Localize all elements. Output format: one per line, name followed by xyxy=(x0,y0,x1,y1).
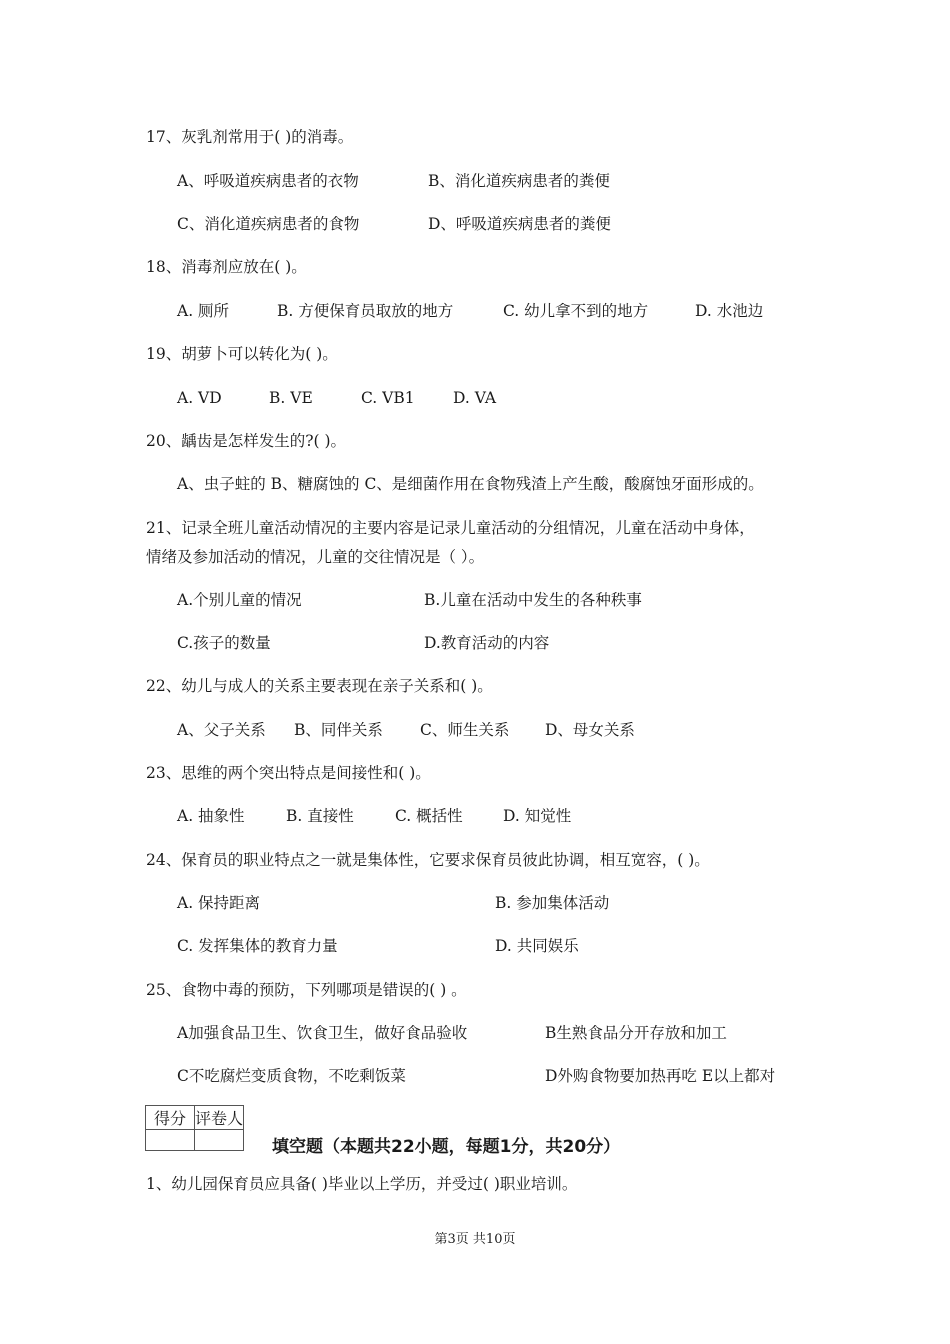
question-17-option-a: A、呼吸道疾病患者的衣物 xyxy=(177,172,359,190)
question-19-option-c: C. VB1 xyxy=(361,389,415,407)
question-23-stem: 23、思维的两个突出特点是间接性和( )。 xyxy=(146,764,431,782)
question-23-option-c: C. 概括性 xyxy=(395,807,463,825)
question-21-option-d: D.教育活动的内容 xyxy=(424,634,550,652)
question-17-option-b: B、消化道疾病患者的粪便 xyxy=(428,172,610,190)
question-17-option-c: C、消化道疾病患者的食物 xyxy=(177,215,360,233)
question-25-option-c: C不吃腐烂变质食物，不吃剩饭菜 xyxy=(177,1067,406,1085)
question-22-option-a: A、父子关系 xyxy=(177,721,266,739)
question-24-option-c: C. 发挥集体的教育力量 xyxy=(177,937,338,955)
question-20-stem: 20、龋齿是怎样发生的?( )。 xyxy=(146,432,347,450)
question-20-options: A、虫子蛀的 B、糖腐蚀的 C、是细菌作用在食物残渣上产生酸，酸腐蚀牙面形成的。 xyxy=(177,475,764,493)
section-title: 填空题（本题共22小题，每题1分，共20分） xyxy=(272,1137,621,1157)
question-23-option-a: A. 抽象性 xyxy=(177,807,245,825)
score-label: 得分 xyxy=(146,1106,195,1130)
page-footer: 第3页 共10页 xyxy=(434,1232,516,1247)
question-17-option-d: D、呼吸道疾病患者的粪便 xyxy=(428,215,611,233)
question-22-stem: 22、幼儿与成人的关系主要表现在亲子关系和( )。 xyxy=(146,677,493,695)
question-18-stem: 18、消毒剂应放在( )。 xyxy=(146,258,307,276)
question-22-option-c: C、师生关系 xyxy=(420,721,510,739)
question-25-option-a: A加强食品卫生、饮食卫生，做好食品验收 xyxy=(177,1024,468,1042)
question-22-option-d: D、母女关系 xyxy=(545,721,635,739)
question-25-stem: 25、食物中毒的预防，下列哪项是错误的( ) 。 xyxy=(146,981,467,999)
question-19-stem: 19、胡萝卜可以转化为( )。 xyxy=(146,345,338,363)
question-17-stem: 17、灰乳剂常用于( )的消毒。 xyxy=(146,128,354,146)
question-22-option-b: B、同伴关系 xyxy=(294,721,383,739)
question-25-option-d: D外购食物要加热再吃 E以上都对 xyxy=(545,1067,776,1085)
grader-label: 评卷人 xyxy=(195,1106,244,1130)
question-24-option-b: B. 参加集体活动 xyxy=(495,894,610,912)
score-table xyxy=(145,1105,244,1151)
question-23-option-b: B. 直接性 xyxy=(286,807,354,825)
score-cell xyxy=(146,1130,195,1151)
question-25-option-b: B生熟食品分开存放和加工 xyxy=(545,1024,727,1042)
fill-question-1: 1、幼儿园保育员应具备( )毕业以上学历，并受过( )职业培训。 xyxy=(146,1175,578,1193)
question-19-option-b: B. VE xyxy=(269,389,313,407)
question-21-option-c: C.孩子的数量 xyxy=(177,634,271,652)
question-19-option-a: A. VD xyxy=(177,389,222,407)
question-23-option-d: D. 知觉性 xyxy=(503,807,572,825)
question-18-option-c: C. 幼儿拿不到的地方 xyxy=(503,302,649,320)
question-18-option-d: D. 水池边 xyxy=(695,302,764,320)
question-18-option-b: B. 方便保育员取放的地方 xyxy=(277,302,454,320)
question-24-option-a: A. 保持距离 xyxy=(177,894,261,912)
question-21-stem-line2: 情绪及参加活动的情况，儿童的交往情况是（ ）。 xyxy=(146,548,485,566)
question-18-option-a: A. 厕所 xyxy=(177,302,230,320)
question-19-option-d: D. VA xyxy=(453,389,497,407)
question-21-option-a: A.个别儿童的情况 xyxy=(177,591,302,609)
question-21-stem-line1: 21、记录全班儿童活动情况的主要内容是记录儿童活动的分组情况，儿童在活动中身体， xyxy=(146,519,755,537)
question-24-option-d: D. 共同娱乐 xyxy=(495,937,579,955)
question-21-option-b: B.儿童在活动中发生的各种秩事 xyxy=(424,591,642,609)
question-24-stem: 24、保育员的职业特点之一就是集体性，它要求保育员彼此协调，相互宽容，( )。 xyxy=(146,851,710,869)
grader-cell xyxy=(195,1130,244,1151)
